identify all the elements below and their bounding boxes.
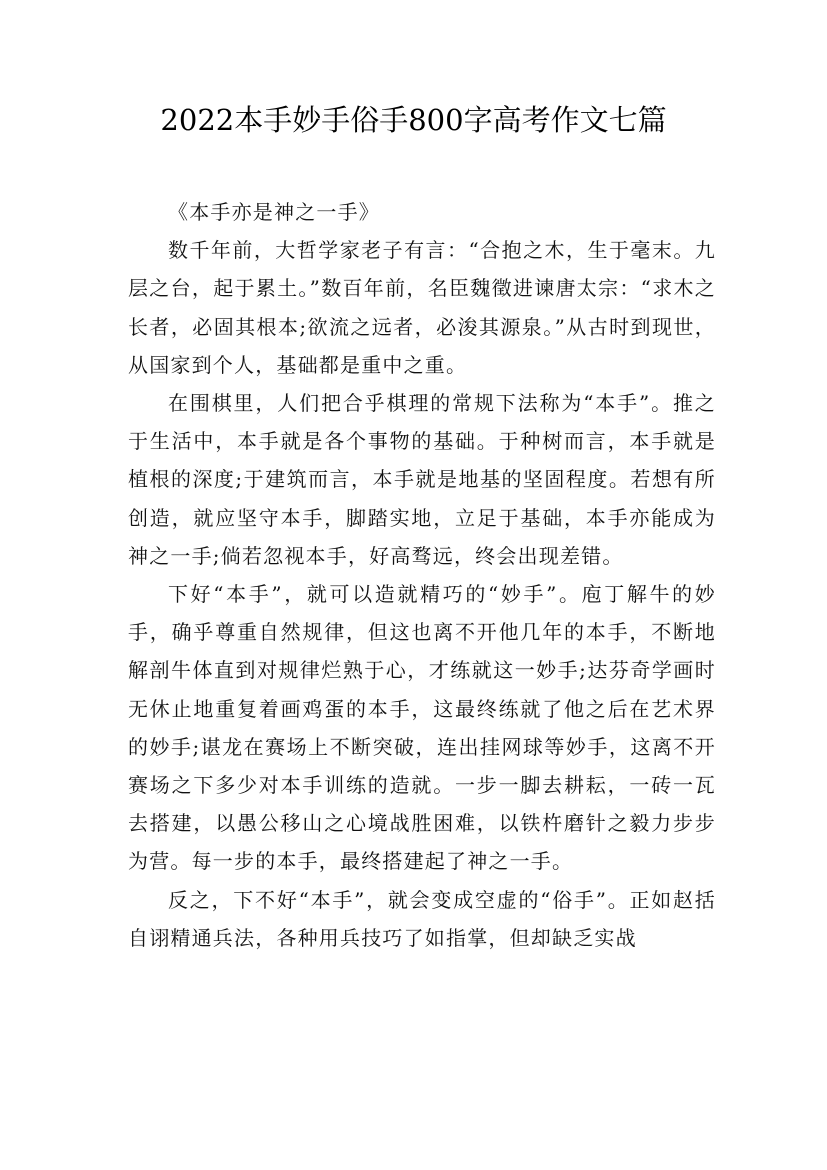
paragraph: 在围棋里，人们把合乎棋理的常规下法称为“本手”。推之于生活中，本手就是各个事物的基础。于种树而言，本手就是植根的深度;于建筑而言，本手就是地基的坚固程度。若想有所创造，就应坚守本手，脚踏实地，立足于基础，本手亦能成为神之一手;倘若忽视本手，好高骛远，终会出现差错。 bbox=[128, 391, 716, 568]
paragraph: 数千年前，大哲学家老子有言：“合抱之木，生于毫末。九层之台，起于累土。”数百年前，名臣魏徵进谏唐太宗：“求木之长者，必固其根本;欲流之远者，必浚其源泉。”从古时到现世，从国家到个人，基础都是重中之重。 bbox=[128, 238, 716, 377]
document-title: 2022本手妙手俗手800字高考作文七篇 bbox=[160, 103, 667, 137]
paragraph: 反之，下不好“本手”，就会变成空虚的“俗手”。正如赵括自诩精通兵法，各种用兵技巧了如指掌，但却缺乏实战 bbox=[128, 887, 716, 950]
article-body bbox=[128, 193, 716, 957]
article-subtitle: 《本手亦是神之一手》 bbox=[168, 200, 380, 224]
paragraph: 下好“本手”，就可以造就精巧的“妙手”。庖丁解牛的妙手，确乎尊重自然规律，但这也离不开他几年的本手，不断地解剖牛体直到对规律烂熟于心，才练就这一妙手;达芬奇学画时无休止地重复着画鸡蛋的本手，这最终练就了他之后在艺术界的妙手;谌龙在赛场上不断突破，连出挂网球等妙手，这离不开赛场之下多少对本手训练的造就。一步一脚去耕耘，一砖一瓦去搭建，以愚公移山之心境战胜困难，以铁杵磨针之毅力步步为营。每一步的本手，最终搭建起了神之一手。 bbox=[128, 582, 716, 874]
